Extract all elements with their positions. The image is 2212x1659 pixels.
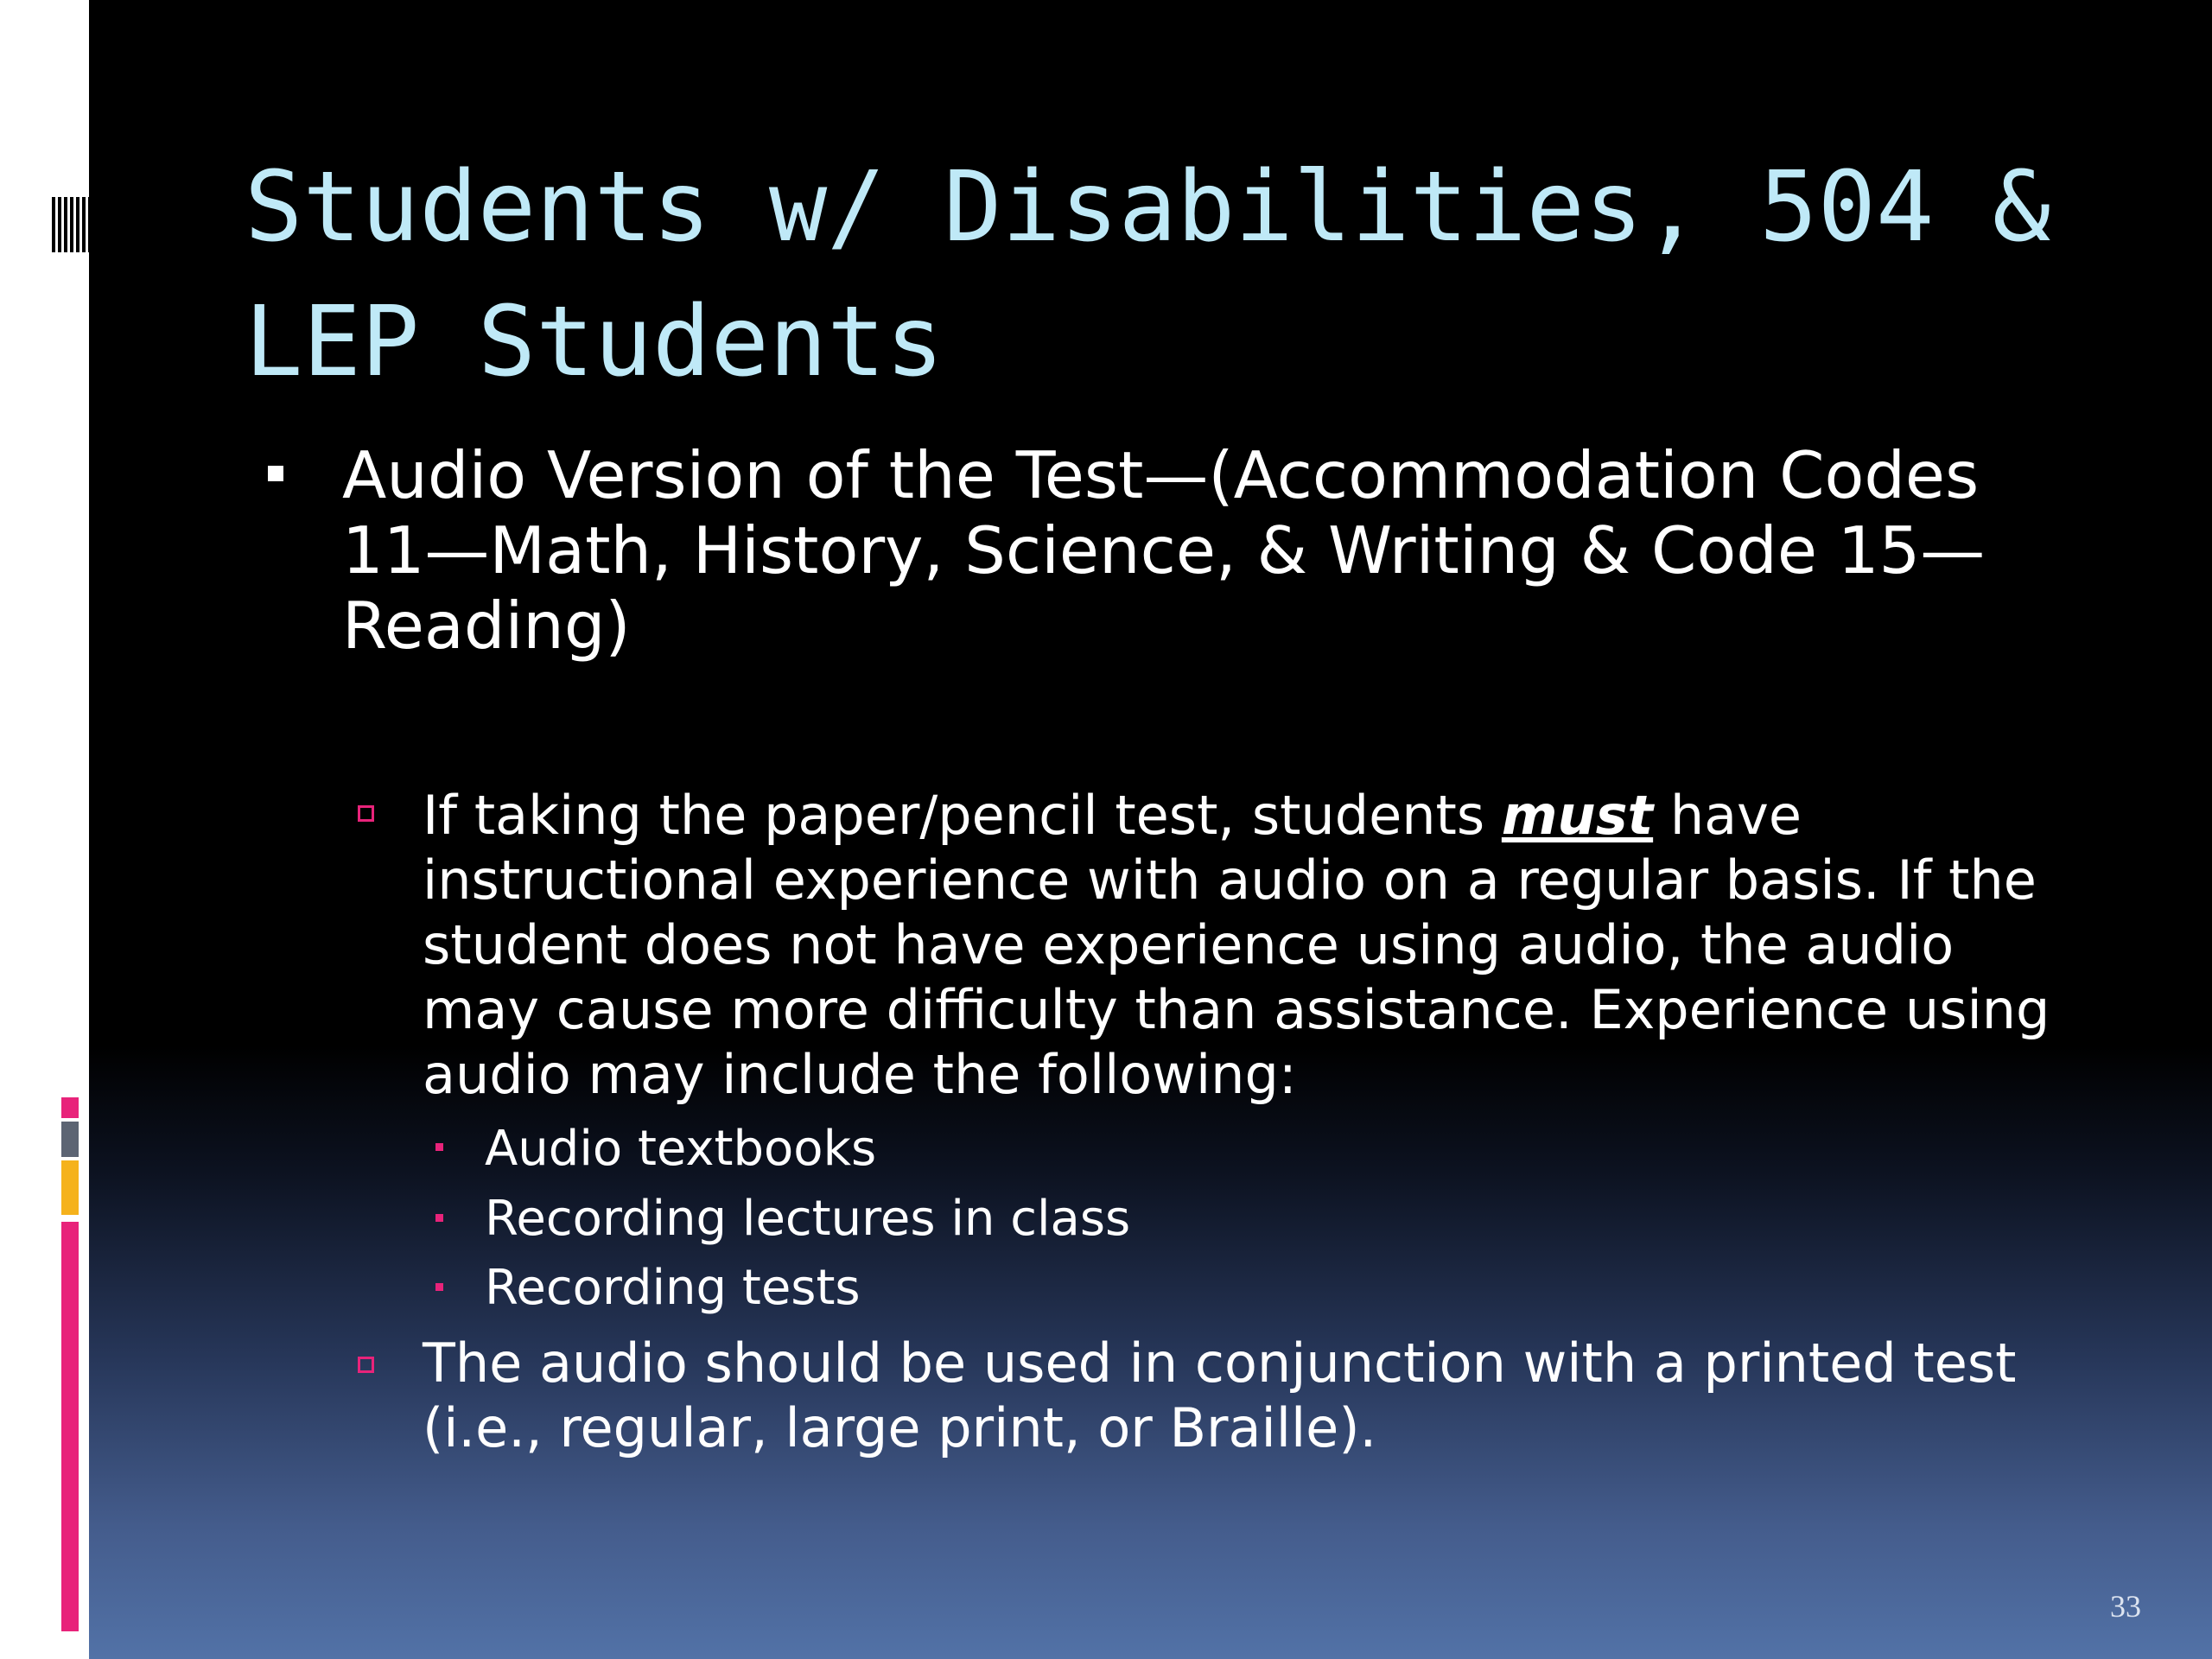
square-bullet-icon [268, 466, 283, 481]
hollow-square-bullet-icon [358, 1357, 374, 1373]
bullet-printed-test: The audio should be used in conjunction with a printed test (i.e., regular, large print, or Braille). [423, 1332, 2017, 1459]
pink-accent-bar-long [61, 1222, 79, 1631]
pink-accent-bar-short [61, 1097, 79, 1118]
bullet-text-after: have instructional experience with audio on a regular basis. If the student does not have experience using audio, the audio may cause more difficulty than assistance. Experience using audio may include the following: [423, 784, 2050, 1106]
gray-accent-bar [61, 1122, 79, 1157]
yellow-accent-bar [61, 1160, 79, 1215]
bullet-audio-version: Audio Version of the Test—(Accommodation Codes 11—Math, History, Science, & Writing & Code 15—Reading) [342, 437, 1986, 664]
small-square-bullet-icon [435, 1143, 443, 1151]
small-square-bullet-icon [435, 1214, 443, 1222]
small-square-bullet-icon [435, 1283, 443, 1291]
sub-item-recording-lectures: Recording lectures in class [485, 1191, 1131, 1247]
hollow-square-bullet-icon [358, 805, 374, 822]
vertical-stripes-decoration [52, 197, 89, 252]
slide-title: Students w/ Disabilities, 504 & LEP Students [245, 151, 2051, 398]
emphasis-must: must [1501, 784, 1654, 847]
bullet-text-before: If taking the paper/pencil test, students [423, 784, 1502, 847]
sub-item-recording-tests: Recording tests [485, 1260, 861, 1316]
bullet-paper-pencil [423, 783, 2064, 1107]
slide-number: 33 [2110, 1589, 2141, 1624]
sub-item-audio-textbooks: Audio textbooks [485, 1121, 877, 1177]
